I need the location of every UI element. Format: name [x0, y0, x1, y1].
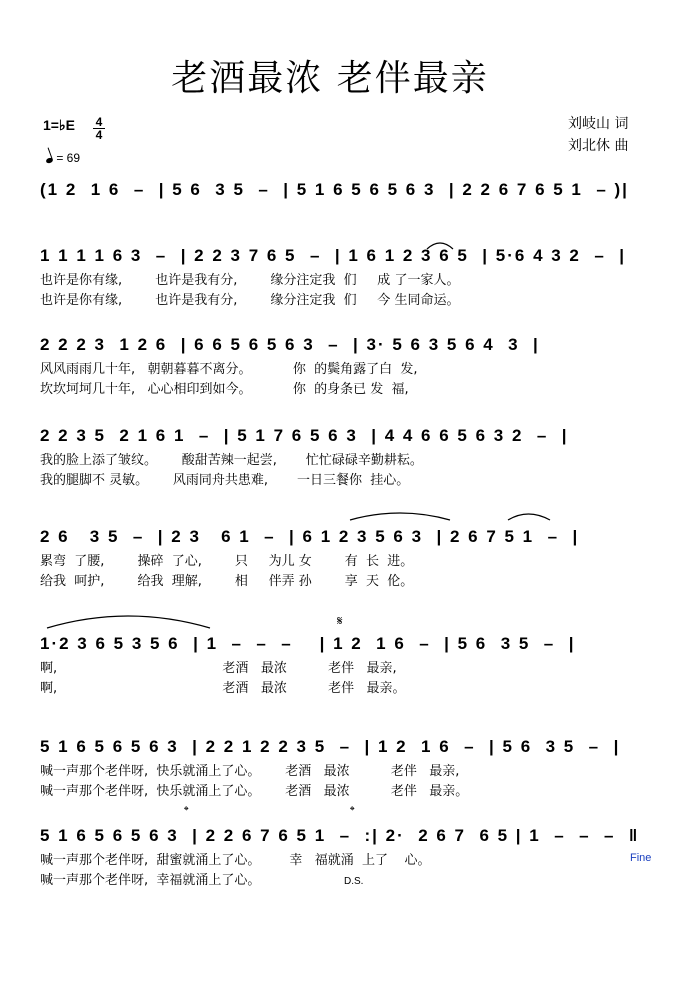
lyrics-verse-2: 我的腿脚不 灵敏。 风雨同舟共患难, 一日三餐你 挂心。: [40, 473, 410, 488]
notation-row: 2 6 3 5 – | 2 3 6 1 – | 6 1 2 3 5 6 3 | 2 6 7 5 1 – |: [40, 527, 580, 546]
key-signature: 1=♭E: [43, 117, 75, 133]
notation-row: 5 1 6 5 6 5 6 3 | 2 2 1 2 2 3 5 – | 1 2 1 6 – | 5 6 3 5 – |: [40, 737, 621, 756]
notation-row: 1 1 1 1 6 3 – | 2 2 3 7 6 5 – | 1 6 1 2 3 6 5 | 5·6 4 3 2 – |: [40, 246, 626, 265]
lyrics-verse-1: 喊一声那个老伴呀, 快乐就涌上了心。 老酒 最浓 老伴 最亲,: [40, 764, 460, 779]
lyrics-verse-2: 啊, 老酒 最浓 老伴 最亲。: [40, 681, 406, 696]
lyrics-verse-1: 也许是你有缘, 也许是我有分, 缘分注定我 们 成 了一家人。: [40, 273, 460, 288]
notation-row: 1·2 3 6 5 3 5 6 | 1 – – – | 1 2 1 6 – | 5 6 3 5 – |: [40, 634, 576, 653]
lyrics-verse-1: 喊一声那个老伴呀, 甜蜜就涌上了心。 幸 福就涌 上了 心。: [40, 853, 431, 868]
time-signature-bottom: 4: [95, 128, 103, 142]
lyrics-verse-1: 风风雨雨几十年, 朝朝暮暮不离分。 你 的鬓角露了白 发,: [40, 362, 418, 377]
coda-icon: 𝄌: [184, 804, 189, 819]
slur-mark: [508, 514, 550, 520]
credits: [568, 113, 628, 157]
tempo-marking: [46, 151, 80, 165]
lyricist-credit: 刘岐山 词: [568, 116, 629, 132]
fine-marking: Fine: [630, 852, 652, 864]
lyrics-verse-1: 我的脸上添了皱纹。 酸甜苦辣一起尝, 忙忙碌碌辛勤耕耘。: [40, 453, 423, 468]
notation-row: (1 2 1 6 – | 5 6 3 5 – | 5 1 6 5 6 5 6 3 | 2 2 6 7 6 5 1 – )|: [40, 180, 629, 199]
segno-icon: 𝄋: [337, 614, 343, 629]
notation-row: 2 2 3 5 2 1 6 1 – | 5 1 7 6 5 6 3 | 4 4 6 6 5 6 3 2 – |: [40, 426, 569, 445]
lyrics-verse-2: 给我 呵护, 给我 理解, 相 伴弄 孙 享 天 伦。: [40, 574, 414, 589]
time-signature: [92, 116, 106, 141]
lyrics-verse-1: 累弯 了腰, 操碎 了心, 只 为儿 女 有 长 进。: [40, 554, 414, 569]
ds-marking: D.S.: [344, 876, 364, 887]
quarter-note-icon: [45, 157, 53, 164]
lyrics-verse-2: 喊一声那个老伴呀, 快乐就涌上了心。 老酒 最浓 老伴 最亲。: [40, 784, 469, 799]
lyrics-verse-2: 也许是你有缘, 也许是我有分, 缘分注定我 们 今 生同命运。: [40, 293, 460, 308]
composer-credit: 刘北休 曲: [568, 138, 629, 154]
coda-icon: 𝄌: [350, 804, 355, 819]
song-title: 老酒最浓 老伴最亲: [171, 58, 489, 99]
lyrics-verse-2: 喊一声那个老伴呀, 幸福就涌上了心。: [40, 873, 261, 888]
lyrics-verse-2: 坎坎坷坷几十年, 心心相印到如今。 你 的身条已 发 福,: [40, 382, 409, 397]
notation-row: 5 1 6 5 6 5 6 3 | 2 2 6 7 6 5 1 – :| 2· 2 6 7 6 5 | 1 – – – ‖: [40, 826, 640, 845]
notation-row: 2 2 2 3 1 2 6 | 6 6 5 6 5 6 3 – | 3· 5 6 3 5 6 4 3 |: [40, 335, 540, 354]
time-signature-top: 4: [95, 115, 103, 129]
tempo-value: = 69: [56, 151, 81, 165]
lyrics-verse-1: 啊, 老酒 最浓 老伴 最亲,: [40, 661, 397, 676]
slur-mark: [47, 616, 210, 628]
slur-mark: [350, 513, 450, 520]
